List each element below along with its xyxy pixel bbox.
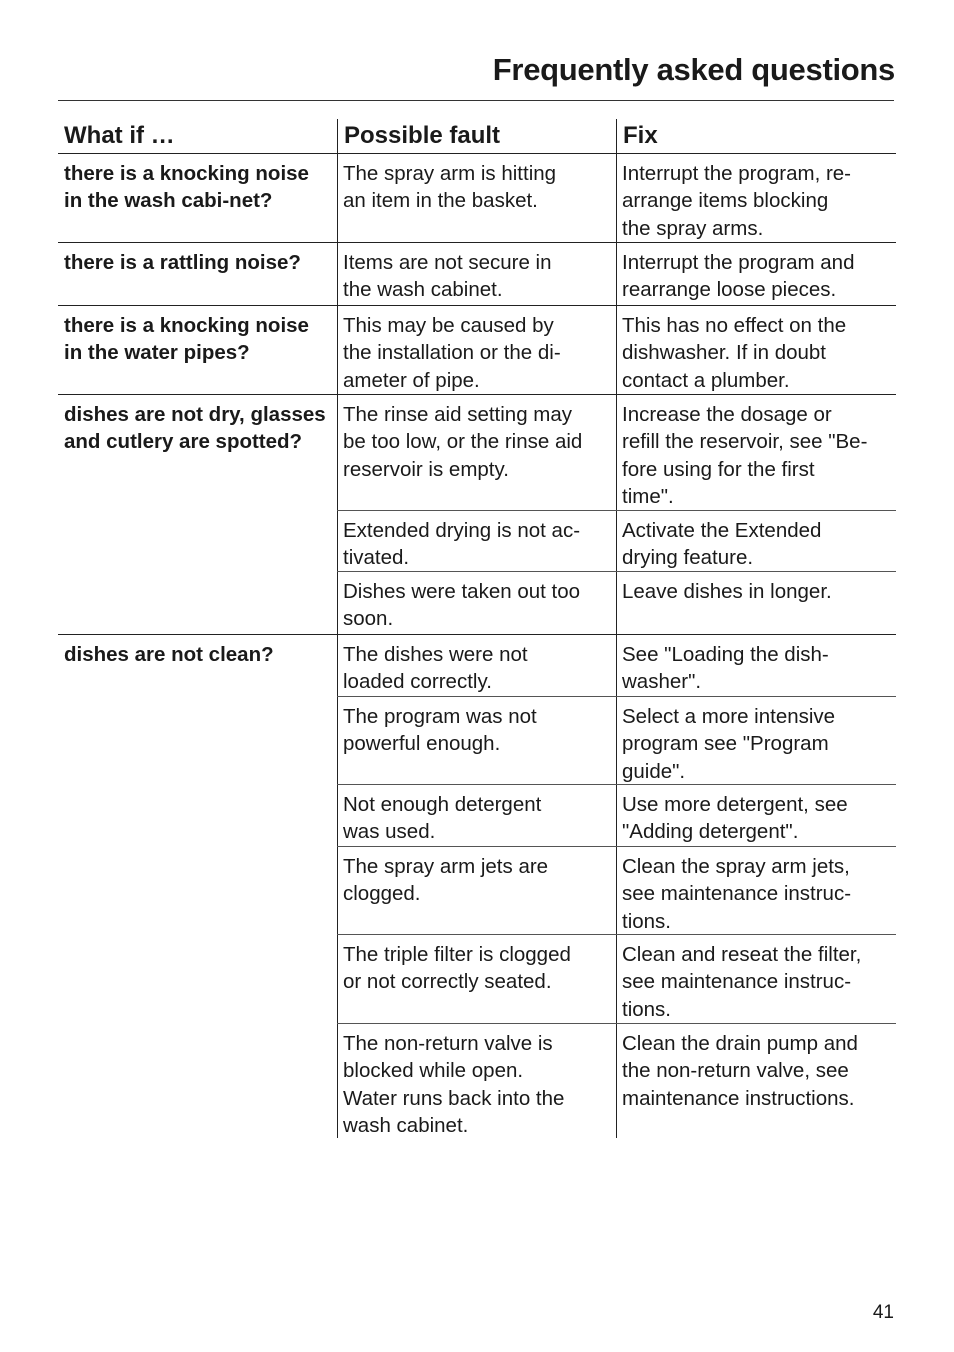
- question-cell: dishes are not dry, glasses and cutlery are spotted?: [64, 403, 326, 454]
- fault-row: [337, 697, 896, 785]
- column-header-what-if: What if …: [64, 122, 175, 149]
- fault-row: [337, 154, 896, 242]
- faq-group: [58, 243, 896, 306]
- faq-group: [58, 154, 896, 243]
- fix-cell: See "Loading the dish- washer".: [616, 635, 896, 696]
- fault-row: [337, 243, 896, 305]
- fix-cell: Interrupt the program and rearrange loose pieces.: [616, 243, 896, 305]
- fix-cell: Clean the drain pump and the non-return valve, see maintenance instructions.: [616, 1024, 896, 1138]
- fault-list: [337, 635, 896, 1138]
- fix-cell: Increase the dosage or refill the reservoir, see "Be- fore using for the first time".: [616, 395, 896, 510]
- faq-table: [58, 119, 896, 1138]
- question-cell: there is a rattling noise?: [64, 251, 301, 274]
- possible-fault-cell: Not enough detergent was used.: [337, 785, 616, 846]
- table-header: [58, 119, 896, 154]
- fault-list: [337, 395, 896, 634]
- faq-group: [58, 306, 896, 395]
- possible-fault-cell: The triple filter is clogged or not correctly seated.: [337, 935, 616, 1023]
- fix-cell: Use more detergent, see "Adding detergent".: [616, 785, 896, 846]
- column-header-fix: Fix: [616, 119, 896, 153]
- fix-cell: Leave dishes in longer.: [616, 572, 896, 634]
- fault-row: [337, 306, 896, 394]
- fault-list: [337, 243, 896, 305]
- question-cell: there is a knocking noise in the water pipes?: [64, 314, 309, 365]
- faq-group: [58, 635, 896, 1138]
- faq-group: [58, 395, 896, 635]
- question-cell: dishes are not clean?: [64, 643, 274, 666]
- fix-cell: Select a more intensive program see "Program guide".: [616, 697, 896, 784]
- possible-fault-cell: The spray arm jets are clogged.: [337, 847, 616, 934]
- fix-cell: Clean the spray arm jets, see maintenance instruc- tions.: [616, 847, 896, 934]
- fix-cell: Clean and reseat the filter, see maintenance instruc- tions.: [616, 935, 896, 1023]
- possible-fault-cell: Items are not secure in the wash cabinet.: [337, 243, 616, 305]
- possible-fault-cell: The spray arm is hitting an item in the basket.: [337, 154, 616, 242]
- table-body: [58, 154, 896, 1138]
- fix-cell: Interrupt the program, re- arrange items blocking the spray arms.: [616, 154, 896, 242]
- question-cell: there is a knocking noise in the wash cabi-net?: [64, 162, 309, 213]
- fault-row: [337, 511, 896, 572]
- possible-fault-cell: Extended drying is not ac- tivated.: [337, 511, 616, 571]
- fix-cell: This has no effect on the dishwasher. If in doubt contact a plumber.: [616, 306, 896, 394]
- fault-row: [337, 572, 896, 634]
- fault-list: [337, 306, 896, 394]
- possible-fault-cell: The rinse aid setting may be too low, or the rinse aid reservoir is empty.: [337, 395, 616, 510]
- fix-cell: Activate the Extended drying feature.: [616, 511, 896, 571]
- possible-fault-cell: The program was not powerful enough.: [337, 697, 616, 784]
- fault-row: [337, 935, 896, 1024]
- possible-fault-cell: The non-return valve is blocked while open. Water runs back into the wash cabinet.: [337, 1024, 616, 1138]
- fault-row: [337, 785, 896, 847]
- fault-row: [337, 847, 896, 935]
- possible-fault-cell: The dishes were not loaded correctly.: [337, 635, 616, 696]
- fault-row: [337, 395, 896, 511]
- page-title: Frequently asked questions: [492, 52, 895, 87]
- column-header-possible-fault: Possible fault: [337, 119, 616, 153]
- title-divider: [58, 100, 894, 101]
- page-number: 41: [872, 1302, 894, 1323]
- fault-row: [337, 1024, 896, 1138]
- fault-list: [337, 154, 896, 242]
- fault-row: [337, 635, 896, 697]
- possible-fault-cell: This may be caused by the installation or the di- ameter of pipe.: [337, 306, 616, 394]
- possible-fault-cell: Dishes were taken out too soon.: [337, 572, 616, 634]
